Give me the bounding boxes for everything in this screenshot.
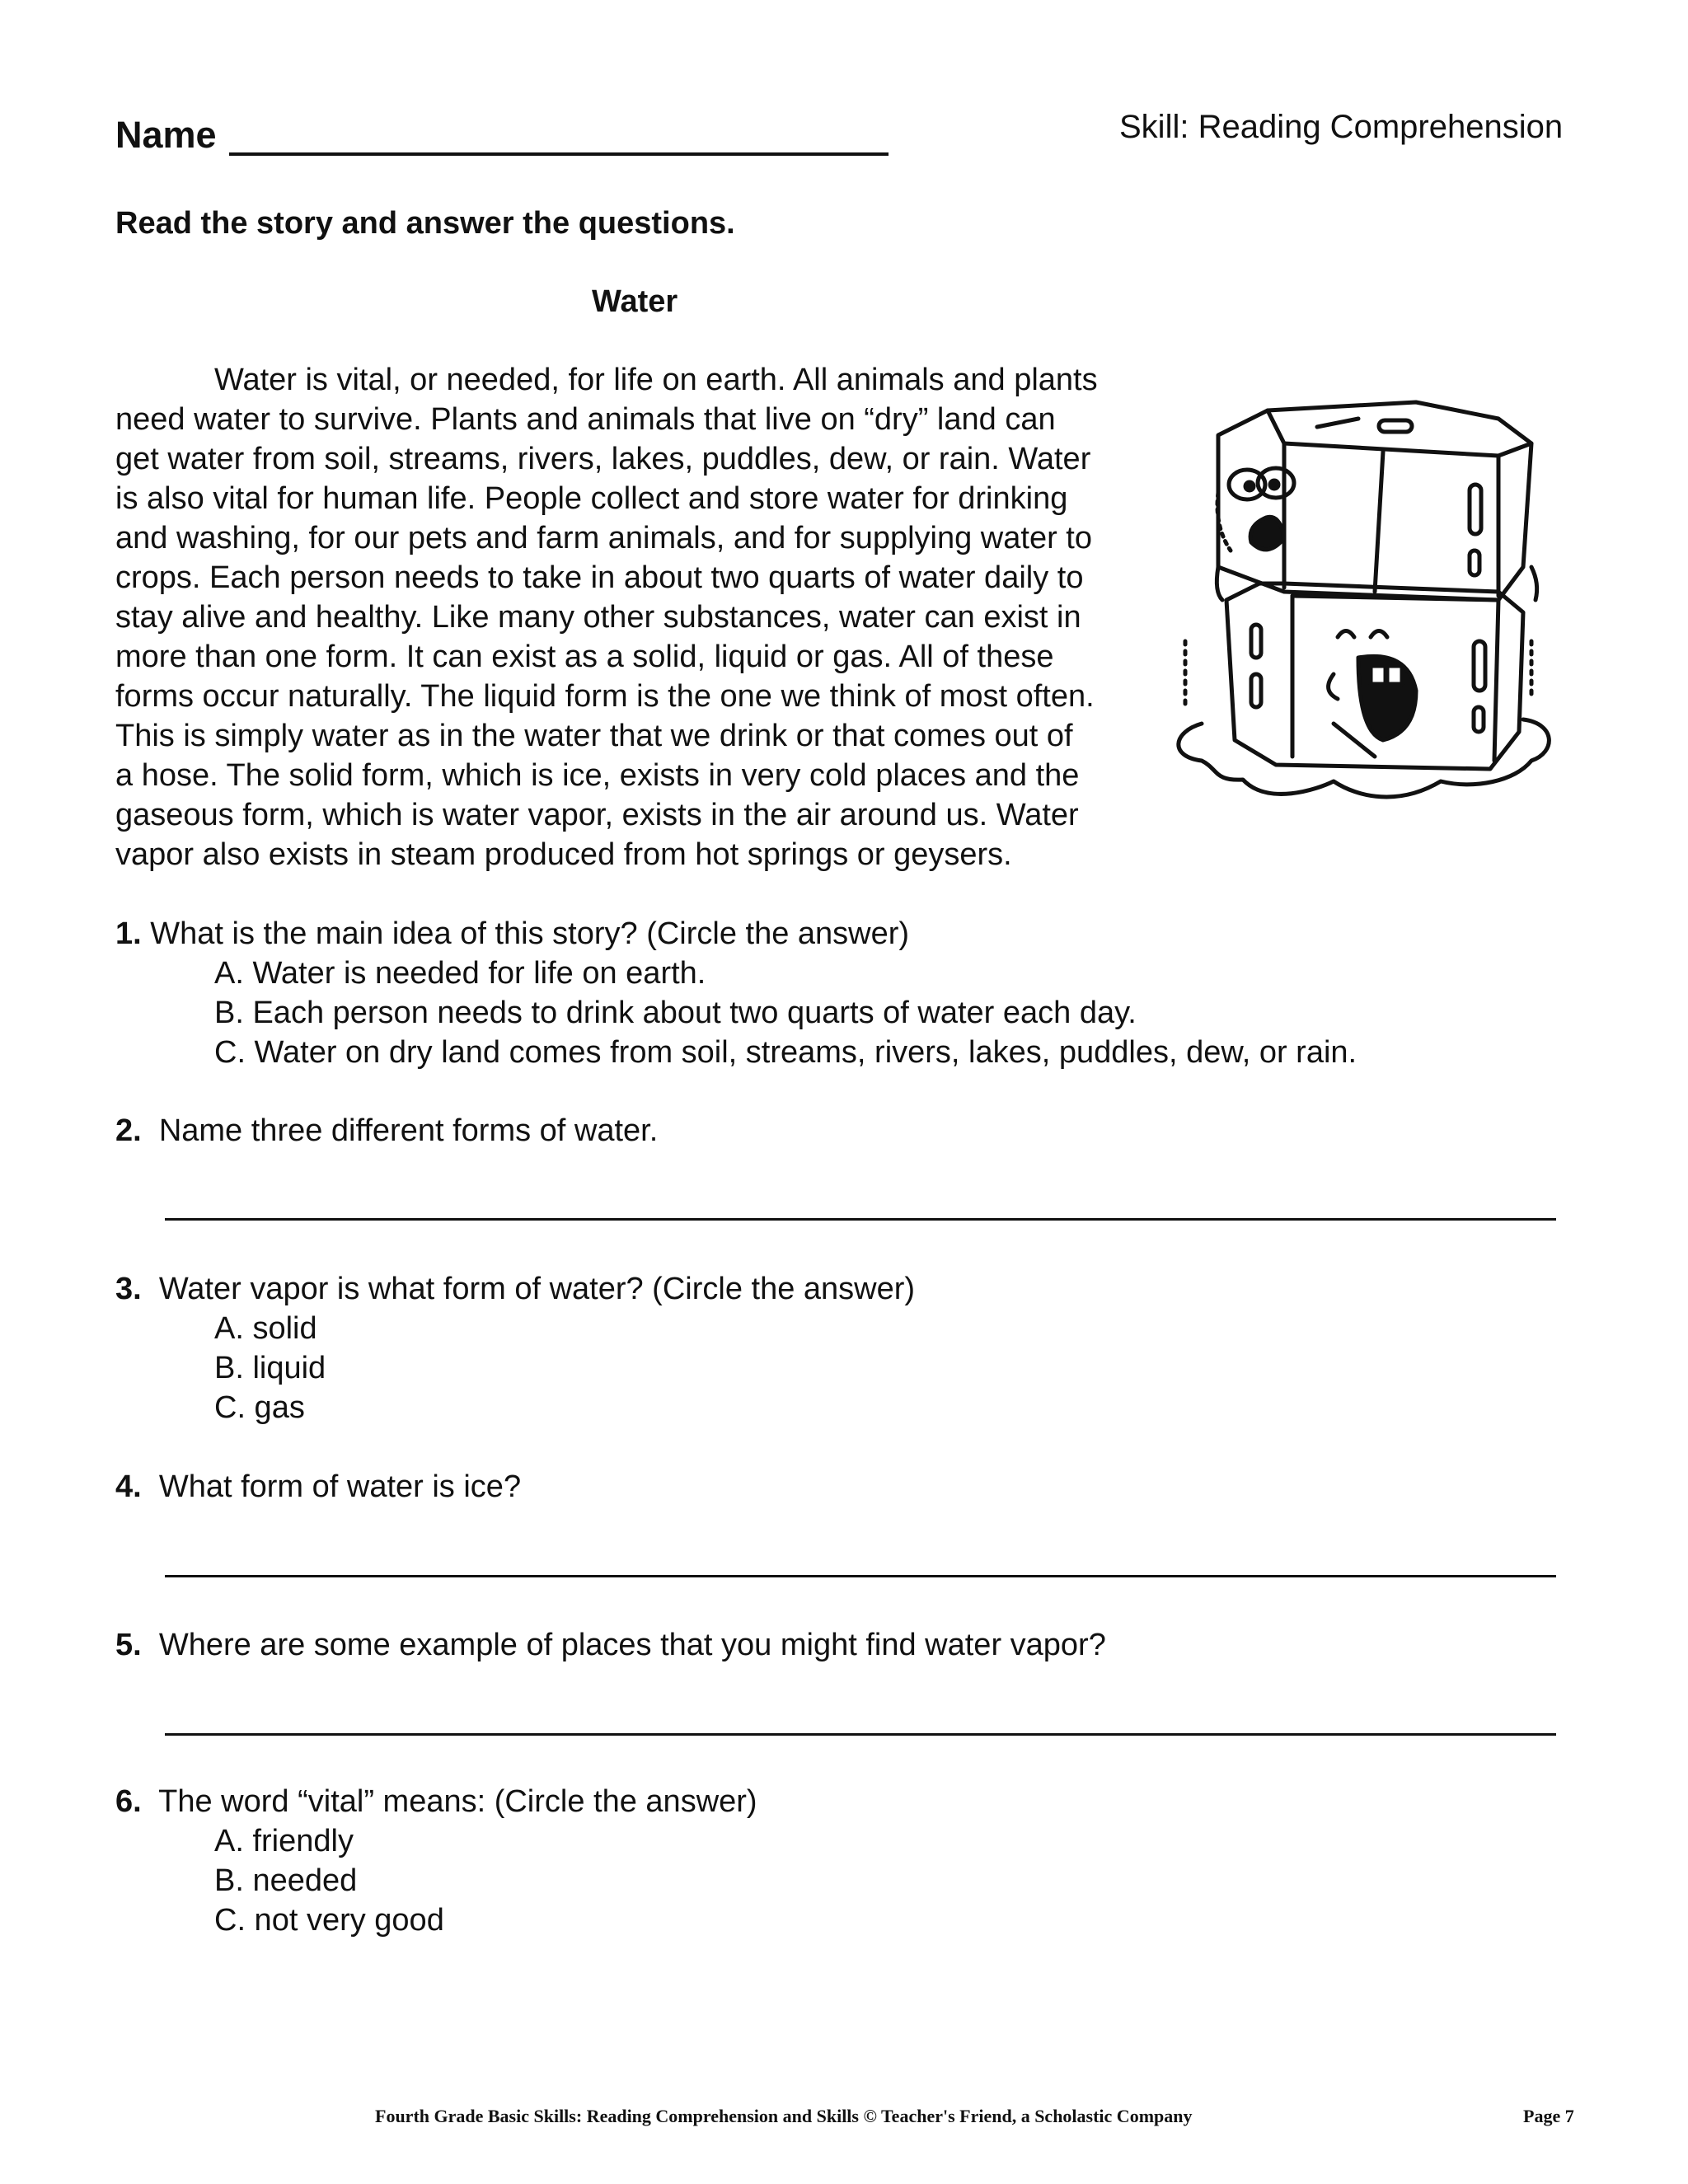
question-number: 3. <box>115 1272 142 1306</box>
answer-option[interactable]: C. not very good <box>214 1903 444 1938</box>
question-text: The word “vital” means: (Circle the answer) <box>158 1784 757 1819</box>
answer-option[interactable]: A. Water is needed for life on earth. <box>214 956 706 991</box>
answer-option[interactable]: C. Water on dry land comes from soil, streams, rivers, lakes, puddles, dew, or rain. <box>214 1035 1357 1070</box>
story-line: forms occur naturally. The liquid form is the one we think of most often. <box>115 679 1095 714</box>
question-number: 5. <box>115 1628 142 1662</box>
question-number: 6. <box>115 1784 142 1819</box>
answer-option[interactable]: C. gas <box>214 1390 305 1425</box>
answer-option[interactable]: B. needed <box>214 1863 358 1898</box>
question-number: 2. <box>115 1113 142 1148</box>
story-title: Water <box>592 284 678 319</box>
page-number: Page 7 <box>1523 2106 1574 2126</box>
question-4 <box>115 1467 521 1507</box>
ice-cubes-illustration <box>1169 394 1556 847</box>
story-line: need water to survive. Plants and animals that live on “dry” land can <box>115 402 1056 437</box>
answer-option[interactable]: B. Each person needs to drink about two quarts of water each day. <box>214 996 1137 1030</box>
question-text: What is the main idea of this story? (Circle the answer) <box>150 916 910 951</box>
question-5 <box>115 1625 1106 1665</box>
question-3 <box>115 1269 915 1427</box>
skill-label: Skill: Reading Comprehension <box>1119 109 1564 145</box>
story-line: This is simply water as in the water that we drink or that comes out of <box>115 719 1073 753</box>
story-line: is also vital for human life. People collect and store water for drinking <box>115 481 1068 516</box>
story-line: crops. Each person needs to take in about two quarts of water daily to <box>115 560 1084 595</box>
question-number: 1. <box>115 916 142 951</box>
question-1 <box>115 914 1357 1072</box>
story-line: stay alive and healthy. Like many other substances, water can exist in <box>115 600 1081 635</box>
footer-credit: Fourth Grade Basic Skills: Reading Comprehension and Skills © Teacher's Friend, a Scholastic Company <box>375 2106 1193 2126</box>
story-line: and washing, for our pets and farm animals, and for supplying water to <box>115 521 1092 555</box>
question-6 <box>115 1782 757 1940</box>
question-text: Name three different forms of water. <box>158 1113 659 1148</box>
answer-line[interactable] <box>165 1733 1556 1736</box>
name-answer-line[interactable] <box>229 152 889 156</box>
question-text: Water vapor is what form of water? (Circle the answer) <box>158 1272 916 1306</box>
question-text: Where are some example of places that you might find water vapor? <box>158 1628 1106 1662</box>
story-line: more than one form. It can exist as a solid, liquid or gas. All of these <box>115 640 1054 674</box>
instructions: Read the story and answer the questions. <box>115 206 735 241</box>
story-line: get water from soil, streams, rivers, lakes, puddles, dew, or rain. Water <box>115 442 1091 476</box>
story-line: vapor also exists in steam produced from hot springs or geysers. <box>115 837 1012 872</box>
story-line: Water is vital, or needed, for life on earth. All animals and plants <box>214 363 1098 397</box>
name-label: Name <box>115 114 217 156</box>
answer-line[interactable] <box>165 1575 1556 1577</box>
story-line: a hose. The solid form, which is ice, exists in very cold places and the <box>115 758 1080 793</box>
question-text: What form of water is ice? <box>158 1469 522 1504</box>
answer-option[interactable]: A. friendly <box>214 1824 354 1858</box>
story-body <box>115 360 1179 874</box>
answer-line[interactable] <box>165 1218 1556 1221</box>
answer-option[interactable]: A. solid <box>214 1311 317 1346</box>
question-number: 4. <box>115 1469 142 1504</box>
answer-option[interactable]: B. liquid <box>214 1351 326 1385</box>
story-line: gaseous form, which is water vapor, exists in the air around us. Water <box>115 798 1079 832</box>
question-2 <box>115 1111 658 1151</box>
